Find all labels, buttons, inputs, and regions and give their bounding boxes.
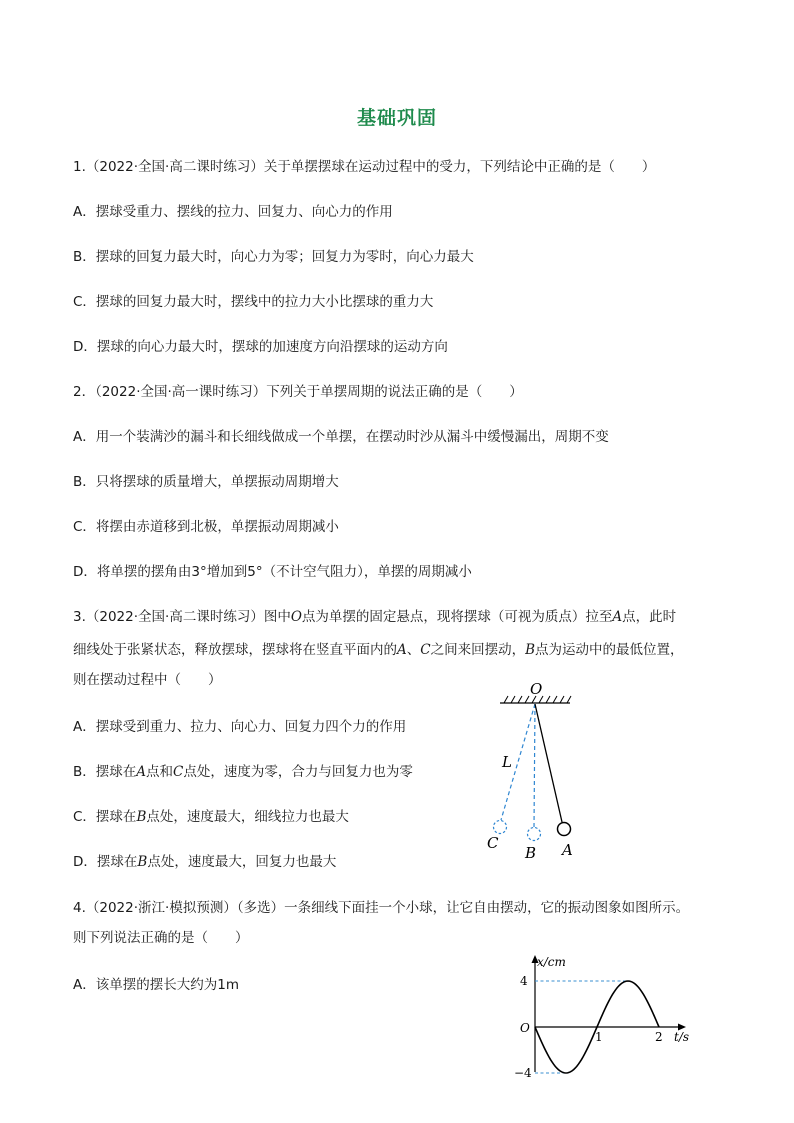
q1-option-a: A．摆球受重力、摆线的拉力、回复力、向心力的作用 — [73, 204, 393, 220]
y-tick-label-neg4: −4 — [514, 1066, 532, 1080]
label-b: B — [525, 844, 537, 862]
q3-option-a: A．摆球受到重力、拉力、向心力、回复力四个力的作用 — [73, 719, 407, 735]
y-tick-label-4: 4 — [520, 974, 528, 988]
x-tick-label-2: 2 — [655, 1030, 663, 1044]
ball-c — [494, 821, 507, 834]
section-title: 基础巩固 — [356, 107, 437, 129]
pivot-label: O — [530, 680, 543, 698]
q2-stem: 2．（2022·全国·高一课时练习）下列关于单摆周期的说法正确的是（ ） — [73, 384, 523, 400]
q3-stem-line3: 则在摆动过程中（ ） — [73, 672, 222, 688]
string-position-b — [534, 704, 535, 827]
pendulum-figure — [487, 678, 590, 863]
q1-option-b: B．摆球的回复力最大时，向心力为零；回复力为零时，向心力最大 — [73, 249, 474, 265]
q3-option-d: D．摆球在B点处，速度最大，回复力也最大 — [73, 854, 337, 870]
q1-option-c: C．摆球的回复力最大时，摆线中的拉力大小比摆球的重力大 — [73, 294, 434, 310]
q3-option-b: B．摆球在A点和C点处，速度为零，合力与回复力也为零 — [73, 764, 413, 780]
q4-stem-line2: 则下列说法正确的是（ ） — [73, 930, 249, 946]
q3-stem-line2: 细线处于张紧状态，释放摆球，摆球将在竖直平面内的A、C之间来回摆动，B点为运动中的最低位置， — [73, 642, 684, 658]
y-axis-label: x/cm — [537, 955, 566, 969]
q3-stem-line1: 3.（2022·全国·高二课时练习）图中O点为单摆的固定悬点，现将摆球（可视为质点）拉至A点，此时 — [73, 609, 677, 625]
x-axis-label: t/s — [674, 1030, 690, 1044]
q1-option-d: D．摆球的向心力最大时，摆球的加速度方向沿摆球的运动方向 — [73, 339, 448, 355]
label-c: C — [487, 834, 499, 852]
x-tick-label-1: 1 — [595, 1030, 603, 1044]
ball-b — [528, 828, 541, 841]
q2-option-d: D．将单摆的摆角由3°增加到5°（不计空气阻力），单摆的周期减小 — [73, 564, 472, 580]
q2-option-b: B．只将摆球的质量增大，单摆振动周期增大 — [73, 474, 339, 490]
q3-option-c: C．摆球在B点处，速度最大，细线拉力也最大 — [73, 809, 349, 825]
origin-label: O — [520, 1021, 530, 1035]
label-a: A — [562, 841, 573, 859]
vibration-chart — [500, 950, 700, 1080]
q4-stem-line1: 4.（2022·浙江·模拟预测）（多选）一条细线下面挂一个小球，让它自由摆动，它的振动图象如图所示。 — [73, 900, 690, 916]
q1-stem: 1.（2022·全国·高二课时练习）关于单摆摆球在运动过程中的受力，下列结论中正确的是（ ） — [73, 159, 656, 175]
q2-option-c: C．将摆由赤道移到北极，单摆振动周期减小 — [73, 519, 339, 535]
q4-option-a: A．该单摆的摆长大约为1m — [73, 977, 239, 993]
q2-option-a: A．用一个装满沙的漏斗和长细线做成一个单摆，在摆动时沙从漏斗中缓慢漏出，周期不变 — [73, 429, 609, 445]
ball-a — [558, 823, 571, 836]
length-label: L — [502, 753, 512, 771]
string-position-a — [535, 704, 562, 822]
